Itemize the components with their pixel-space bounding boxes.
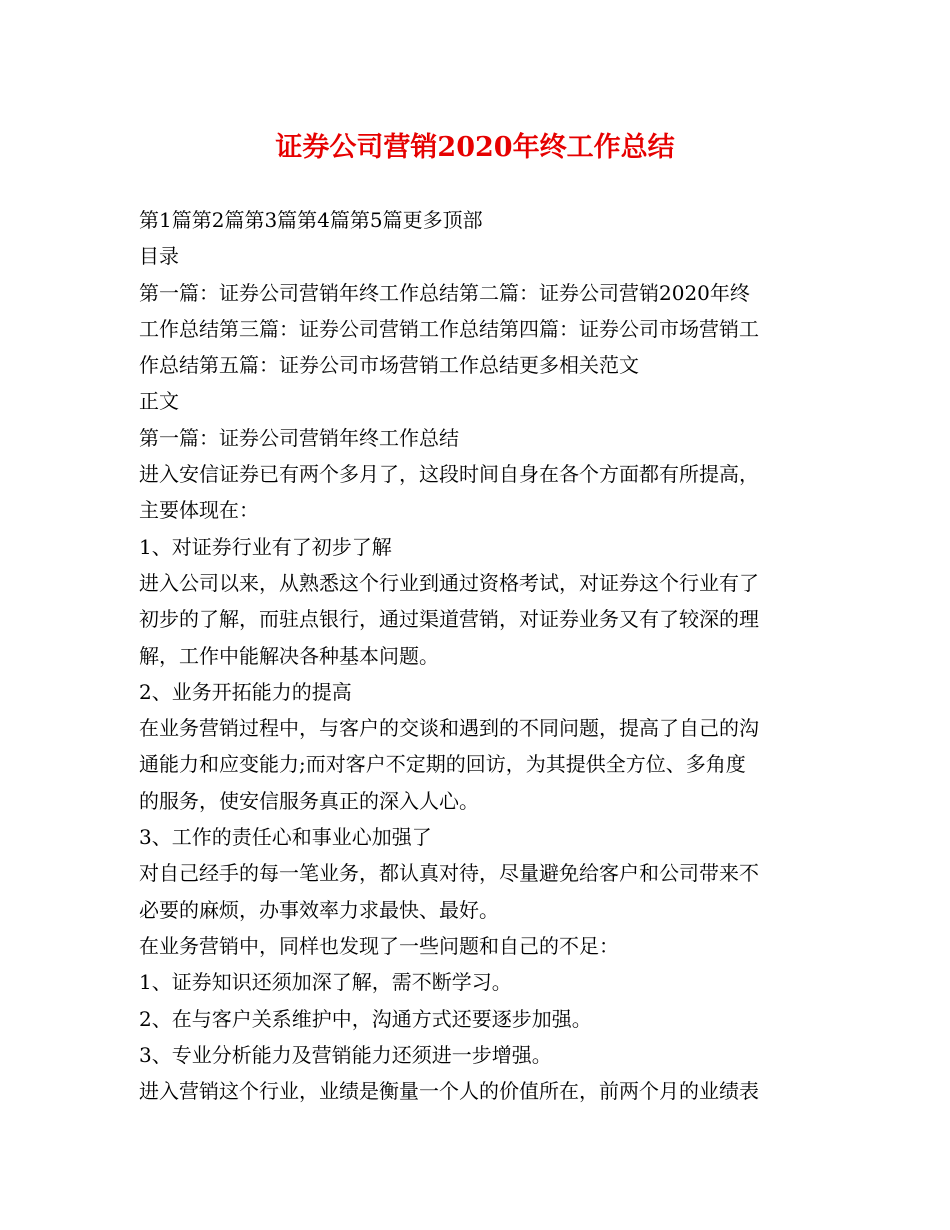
text-line: 解，工作中能解决各种基本问题。 (139, 643, 439, 668)
document-body (139, 202, 815, 1109)
text-line: 第一篇：证券公司营销年终工作总结 (139, 425, 459, 450)
text-line: 1、证券知识还须加深了解，需不断学习。 (139, 970, 512, 995)
text-line: 的服务，使安信服务真正的深入人心。 (139, 788, 479, 813)
text-line: 对自己经手的每一笔业务，都认真对待，尽量避免给客户和公司带来不 (139, 861, 759, 886)
text-line: 正文 (139, 389, 179, 414)
text-line: 通能力和应变能力;而对客户不定期的回访，为其提供全方位、多角度 (139, 752, 746, 777)
text-line: 1、对证券行业有了初步了解 (139, 534, 392, 559)
text-line: 作总结第五篇：证券公司市场营销工作总结更多相关范文 (139, 353, 639, 378)
text-line: 进入安信证券已有两个多月了，这段时间自身在各个方面都有所提高， (139, 462, 759, 487)
text-line: 2、业务开拓能力的提高 (139, 679, 352, 704)
text-line: 第一篇：证券公司营销年终工作总结第二篇：证券公司营销2020年终 (139, 280, 750, 305)
text-line: 进入公司以来，从熟悉这个行业到通过资格考试，对证券这个行业有了 (139, 570, 759, 595)
text-line: 目录 (139, 244, 179, 269)
text-line: 3、专业分析能力及营销能力还须进一步增强。 (139, 1042, 552, 1067)
text-line: 进入营销这个行业，业绩是衡量一个人的价值所在，前两个月的业绩表 (139, 1079, 759, 1104)
text-line: 工作总结第三篇：证券公司营销工作总结第四篇：证券公司市场营销工 (139, 316, 759, 341)
text-line: 3、工作的责任心和事业心加强了 (139, 825, 432, 850)
text-line: 2、在与客户关系维护中，沟通方式还要逐步加强。 (139, 1006, 592, 1031)
text-line: 在业务营销过程中，与客户的交谈和遇到的不同问题，提高了自己的沟 (139, 716, 759, 741)
text-line: 主要体现在： (139, 498, 259, 523)
text-line: 必要的麻烦，办事效率力求最快、最好。 (139, 897, 499, 922)
text-line: 在业务营销中，同样也发现了一些问题和自己的不足： (139, 933, 619, 958)
document-title: 证券公司营销2020年终工作总结 (275, 132, 675, 163)
text-line: 初步的了解，而驻点银行，通过渠道营销，对证券业务又有了较深的理 (139, 607, 759, 632)
text-line: 第1篇第2篇第3篇第4篇第5篇更多顶部 (139, 208, 483, 232)
